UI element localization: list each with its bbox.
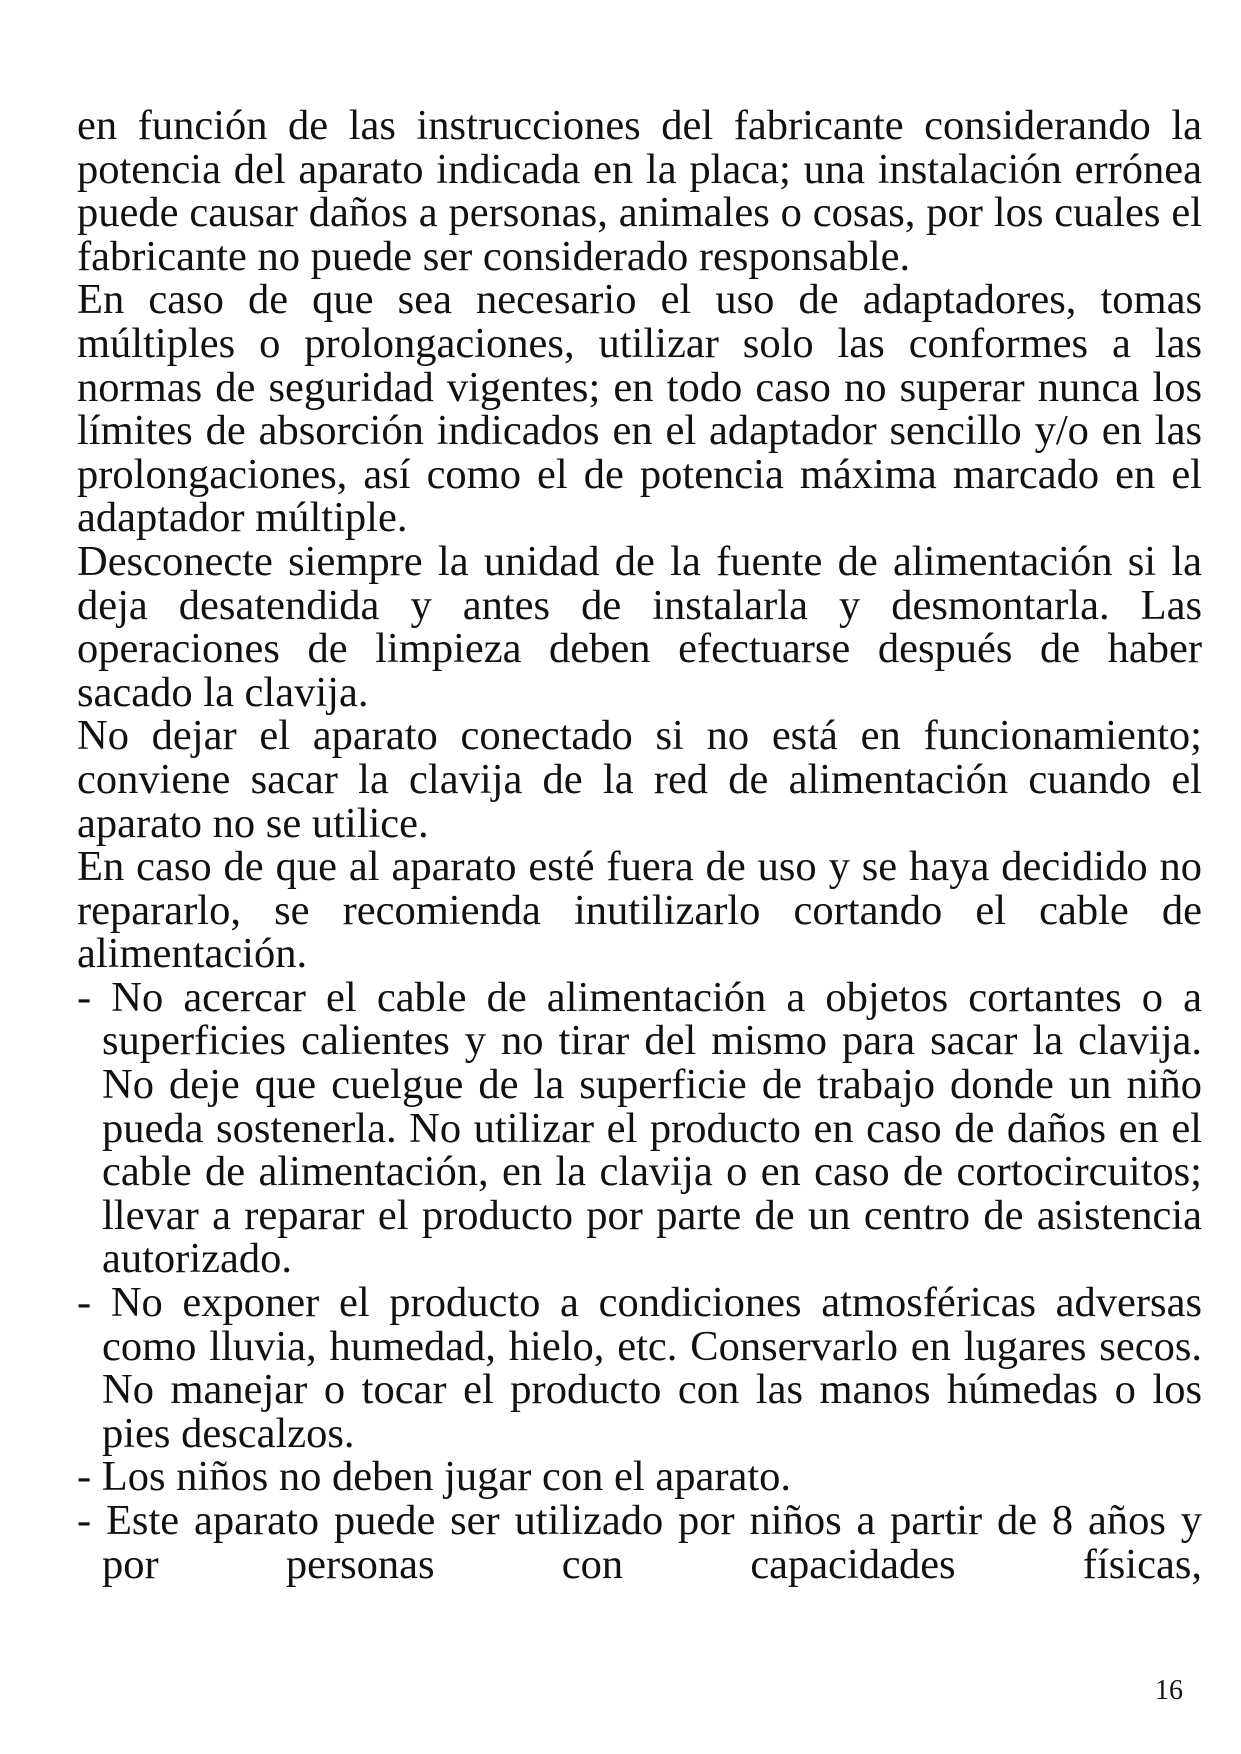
- body-text: [77, 104, 1202, 1586]
- bullet-cable-safety: - No acercar el cable de alimentación a objetos cortantes o a superficies calientes y no tirar del mismo para sacar la clavija. No deje que cuelgue de la superficie de trabajo donde un niño pueda sostenerla. No utilizar el producto en caso de daños en el cable de alimentación, en la clavija o en caso de cortocircuitos; llevar a reparar el producto por parte de un centro de asistencia autorizado.: [77, 973, 1202, 1283]
- paragraph-installation-responsibility: en función de las instrucciones del fabricante considerando la potencia del aparato indicada en la placa; una instalación errónea puede causar daños a personas, animales o cosas, por los cuales el fabricante no puede ser considerado responsable.: [77, 102, 1202, 280]
- page-number: 16: [1155, 1675, 1183, 1706]
- paragraph-out-of-service: En caso de que al aparato esté fuera de uso y se haya decidido no repararlo, se recomienda inutilizarlo cortando el cable de alimentación.: [77, 843, 1202, 978]
- paragraph-not-in-use: No dejar el aparato conectado si no está en funcionamiento; conviene sacar la clavija de la red de alimentación cuando el aparato no se utilice.: [77, 712, 1202, 847]
- bullet-children-use: - Este aparato puede ser utilizado por niños a partir de 8 años y por personas con capacidades físicas,: [77, 1497, 1202, 1588]
- bullet-weather-exposure: - No exponer el producto a condiciones atmosféricas adversas como lluvia, humedad, hielo, etc. Conservarlo en lugares secos. No manejar o tocar el producto con las manos húmedas o los pies descalzos.: [77, 1279, 1202, 1457]
- paragraph-adapters: En caso de que sea necesario el uso de adaptadores, tomas múltiples o prolongaciones, utilizar solo las conformes a las normas de seguridad vigentes; en todo caso no superar nunca los límites de absorción indicados en el adaptador sencillo y/o en las prolongaciones, así como el de potencia máxima marcado en el adaptador múltiple.: [77, 276, 1202, 542]
- bullet-children-play: - Los niños no deben jugar con el aparato.: [77, 1453, 792, 1501]
- paragraph-disconnect: Desconecte siempre la unidad de la fuente de alimentación si la deja desatendida y antes de instalarla y desmontarla. Las operaciones de limpieza deben efectuarse después de haber sacado la clavija.: [77, 537, 1202, 716]
